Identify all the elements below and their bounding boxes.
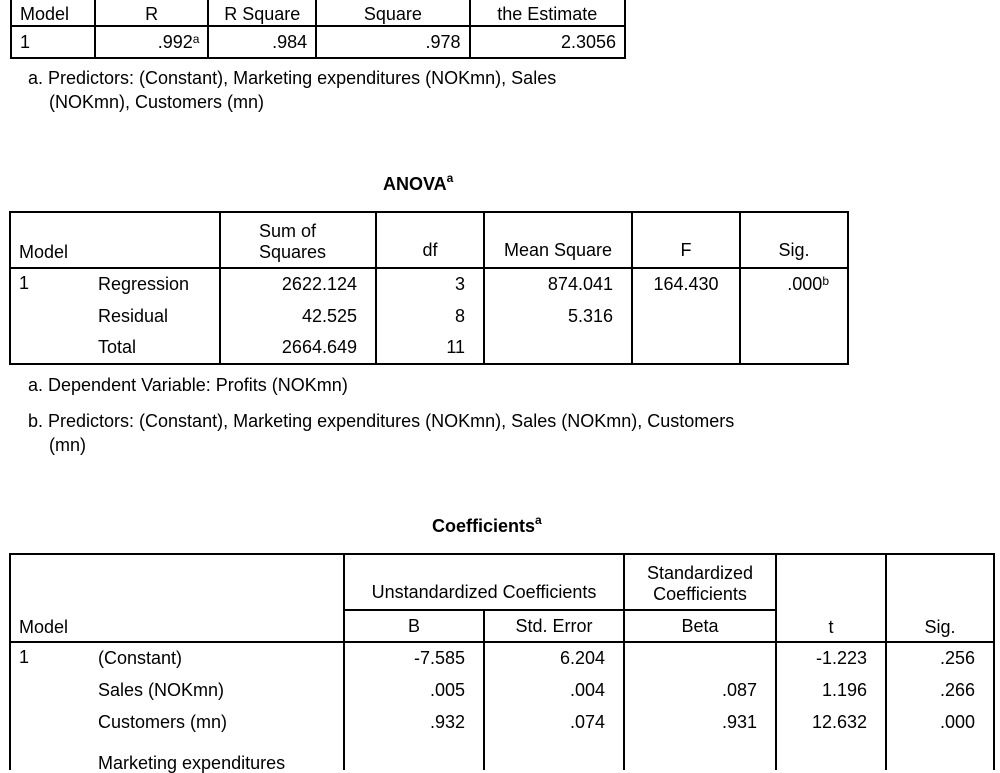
coef-t: -1.223 [776,642,886,674]
anova-df: 11 [376,332,484,364]
coef-header-sig: Sig. [886,554,994,642]
anova-ms: 5.316 [484,300,632,332]
coef-t: 1.196 [776,674,886,706]
coef-t: 12.632 [776,706,886,738]
coef-beta: .931 [624,706,776,738]
footnote-line: a. Predictors: (Constant), Marketing expenditures (NOKmn), Sales [28,68,557,88]
coef-row-label: (Constant) [90,642,344,674]
coefficients-table [9,553,995,773]
coef-header-b: B [344,610,484,642]
footnote-line: (mn) [49,435,86,455]
anova-ms: 874.041 [484,268,632,300]
model-summary-table [10,0,626,59]
anova-df: 3 [376,268,484,300]
anova-ms [484,332,632,364]
r-cell: .992$^a$ [95,26,209,58]
coef-se: .004 [484,674,624,706]
coef-sig [886,738,994,770]
coef-header-beta: Beta [624,610,776,642]
coef-t [776,738,886,770]
header-r-square: R Square [208,0,316,26]
coef-beta [624,642,776,674]
anova-model-num: 1 [10,268,90,364]
r-square-cell: .984 [208,26,316,58]
coef-sig: .256 [886,642,994,674]
anova-row-label: Residual [90,300,220,332]
anova-ss: 42.525 [220,300,376,332]
adj-r-square-cell: .978 [316,26,469,58]
coef-se: 6.204 [484,642,624,674]
coef-row-label: Sales (NOKmn) [90,674,344,706]
anova-row-label: Regression [90,268,220,300]
anova-footnotes [28,373,734,457]
coef-beta: .087 [624,674,776,706]
coef-header-model: Model [10,554,344,642]
coef-se: .074 [484,706,624,738]
model-summary-footnote [28,66,556,114]
anova-table [9,211,849,365]
model-cell: 1 [11,26,95,58]
anova-sig [740,300,848,332]
coef-b [344,738,484,770]
anova-title: ANOVA$^a$ [383,171,454,194]
coef-beta [624,738,776,770]
anova-header-model: Model [10,212,220,268]
anova-header-sum-squares: Sum of Squares [220,212,376,268]
anova-df: 8 [376,300,484,332]
std-error-cell: 2.3056 [470,26,625,58]
anova-f [632,332,740,364]
coef-sig: .000 [886,706,994,738]
header-std-error: the Estimate [470,0,625,26]
anova-header-mean-square: Mean Square [484,212,632,268]
coef-model-num: 1 [10,642,90,770]
anova-ss: 2664.649 [220,332,376,364]
coef-header-t: t [776,554,886,642]
coef-se [484,738,624,770]
anova-ss: 2622.124 [220,268,376,300]
header-model: Model [11,0,95,26]
coefficients-title: Coefficients$^a$ [432,513,542,536]
footnote-line: a. Dependent Variable: Profits (NOKmn) [28,375,348,395]
coef-header-std-error: Std. Error [484,610,624,642]
anova-f [632,300,740,332]
header-r: R [95,0,209,26]
anova-header-sig: Sig. [740,212,848,268]
coef-b: -7.585 [344,642,484,674]
anova-sig: .000$^b$ [740,268,848,300]
footnote-line: b. Predictors: (Constant), Marketing expenditures (NOKmn), Sales (NOKmn), Customers [28,411,735,431]
coef-header-standardized: Standardized Coefficients [624,554,776,610]
coef-row-label: Marketing expenditures [90,738,344,770]
anova-f: 164.430 [632,268,740,300]
coef-sig: .266 [886,674,994,706]
header-adj-r-square: Square [316,0,469,26]
anova-row-label: Total [90,332,220,364]
coef-row-label: Customers (mn) [90,706,344,738]
coef-b: .005 [344,674,484,706]
coef-b: .932 [344,706,484,738]
anova-header-df: df [376,212,484,268]
coef-header-unstandardized: Unstandardized Coefficients [344,554,624,610]
anova-header-f: F [632,212,740,268]
footnote-line: (NOKmn), Customers (mn) [49,92,265,112]
anova-sig [740,332,848,364]
